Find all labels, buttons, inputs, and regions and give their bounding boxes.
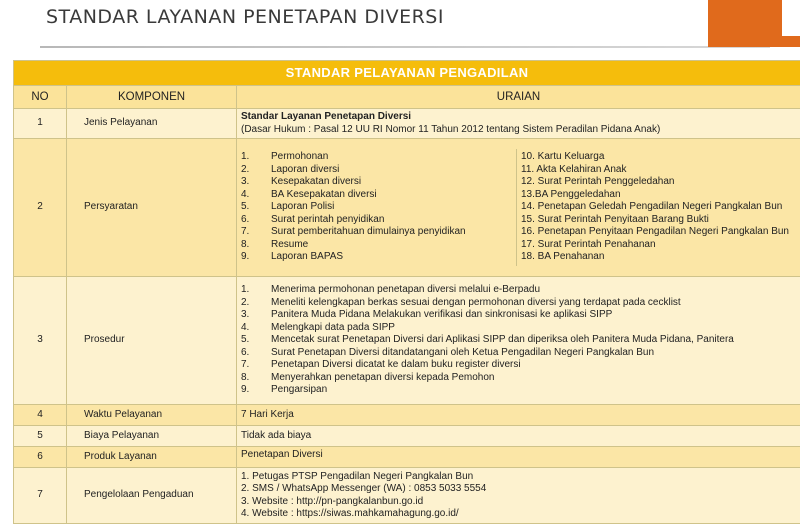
title-divider xyxy=(40,46,770,48)
list-item: 7. Penetapan Diversi dicatat ke dalam buku register diversi xyxy=(241,359,521,371)
list-item: 17. Surat Perintah Penahanan xyxy=(521,238,656,250)
table-header-row xyxy=(14,86,800,109)
complaint-channel-list xyxy=(241,471,796,521)
legal-basis: (Dasar Hukum : Pasal 12 UU RI Nomor 11 Tahun 2012 tentang Sistem Peradilan Pidana Anak) xyxy=(241,123,661,135)
row-number: 5 xyxy=(14,426,67,447)
row-number: 1 xyxy=(14,109,67,139)
list-item: 5. Mencetak surat Penetapan Diversi dari Aplikasi SIPP dan diperiksa oleh Panitera Muda Pidana, Panitera xyxy=(241,334,734,346)
corner-accent-tab xyxy=(772,36,800,47)
list-item: 6. Surat Penetapan Diversi ditandatangani oleh Ketua Pengadilan Negeri Pangkalan Bun xyxy=(241,346,655,358)
row-description xyxy=(237,277,800,405)
list-item: 15. Surat Perintah Penyitaan Barang Bukti xyxy=(521,213,709,225)
table-row xyxy=(14,109,800,139)
list-item: 9. Pengarsipan xyxy=(241,384,328,396)
corner-accent-block xyxy=(708,0,782,47)
row-component: Waktu Pelayanan xyxy=(67,405,237,426)
requirements-left-list xyxy=(237,149,517,266)
header-uraian: URAIAN xyxy=(237,86,800,109)
table-row xyxy=(14,139,800,277)
list-item: 3. Website : http://pn-pangkalanbun.go.id xyxy=(241,495,424,507)
list-item: 5. Laporan Polisi xyxy=(241,201,335,213)
table-row xyxy=(14,447,800,468)
table-row xyxy=(14,405,800,426)
table-row xyxy=(14,277,800,405)
list-item: 1. Petugas PTSP Pengadilan Negeri Pangkalan Bun xyxy=(241,470,474,482)
requirements-right-list xyxy=(517,149,800,266)
row-description xyxy=(237,468,800,524)
list-item: 16. Penetapan Penyitaan Pengadilan Negeri Pangkalan Bun xyxy=(521,226,789,238)
row-description: Tidak ada biaya xyxy=(237,426,800,447)
table-banner: STANDAR PELAYANAN PENGADILAN xyxy=(14,61,800,86)
procedure-list xyxy=(241,284,796,397)
list-item: 8. Menyerahkan penetapan diversi kepada Pemohon xyxy=(241,371,495,383)
list-item: 2. Meneliti kelengkapan berkas sesuai dengan permohonan diversi yang terdapat pada cecklist xyxy=(241,296,681,308)
row-description: 7 Hari Kerja xyxy=(237,405,800,426)
row-component: Prosedur xyxy=(67,277,237,405)
row-number: 4 xyxy=(14,405,67,426)
row-description xyxy=(237,109,800,139)
row-component: Persyaratan xyxy=(67,139,237,277)
list-item: 7. Surat pemberitahuan dimulainya penyidikan xyxy=(241,226,466,238)
list-item: 9. Laporan BAPAS xyxy=(241,251,344,263)
row-component: Jenis Pelayanan xyxy=(67,109,237,139)
list-item: 12. Surat Perintah Penggeledahan xyxy=(521,176,675,188)
list-item: 4. Website : https://siwas.mahkamahagung.go.id/ xyxy=(241,508,459,519)
list-item: 4. BA Kesepakatan diversi xyxy=(241,188,377,200)
service-type-title: Standar Layanan Penetapan Diversi xyxy=(241,111,412,122)
list-item: 3. Panitera Muda Pidana Melakukan verifikasi dan sinkronisasi ke aplikasi SIPP xyxy=(241,309,613,321)
list-item: 2. SMS / WhatsApp Messenger (WA) : 0853 5033 5554 xyxy=(241,483,487,494)
row-number: 7 xyxy=(14,468,67,524)
row-number: 3 xyxy=(14,277,67,405)
list-item: 18. BA Penahanan xyxy=(521,251,605,263)
row-component: Pengelolaan Pengaduan xyxy=(67,468,237,524)
list-item: 3. Kesepakatan diversi xyxy=(241,176,362,188)
list-item: 2. Laporan diversi xyxy=(241,163,340,175)
table-row xyxy=(14,468,800,524)
row-description: Penetapan Diversi xyxy=(237,447,800,468)
list-item: 8. Resume xyxy=(241,238,309,250)
header-komponen: KOMPONEN xyxy=(67,86,237,109)
table-row xyxy=(14,426,800,447)
list-item: 14. Penetapan Geledah Pengadilan Negeri Pangkalan Bun xyxy=(521,201,783,213)
header-no: NO xyxy=(14,86,67,109)
list-item: 11. Akta Kelahiran Anak xyxy=(521,163,627,175)
row-component: Produk Layanan xyxy=(67,447,237,468)
list-item: 4. Melengkapi data pada SIPP xyxy=(241,321,395,333)
slide-title: STANDAR LAYANAN PENETAPAN DIVERSI xyxy=(46,6,444,28)
row-number: 6 xyxy=(14,447,67,468)
list-item: 1. Menerima permohonan penetapan diversi melalui e-Berpadu xyxy=(241,284,541,296)
list-item: 13.BA Penggeledahan xyxy=(521,188,621,200)
row-number: 2 xyxy=(14,139,67,277)
list-item: 1. Permohonan xyxy=(241,151,329,163)
list-item: 6. Surat perintah penyidikan xyxy=(241,213,385,225)
list-item: 10. Kartu Keluarga xyxy=(521,151,605,163)
row-description xyxy=(237,139,800,277)
standard-service-table xyxy=(13,60,800,524)
row-component: Biaya Pelayanan xyxy=(67,426,237,447)
